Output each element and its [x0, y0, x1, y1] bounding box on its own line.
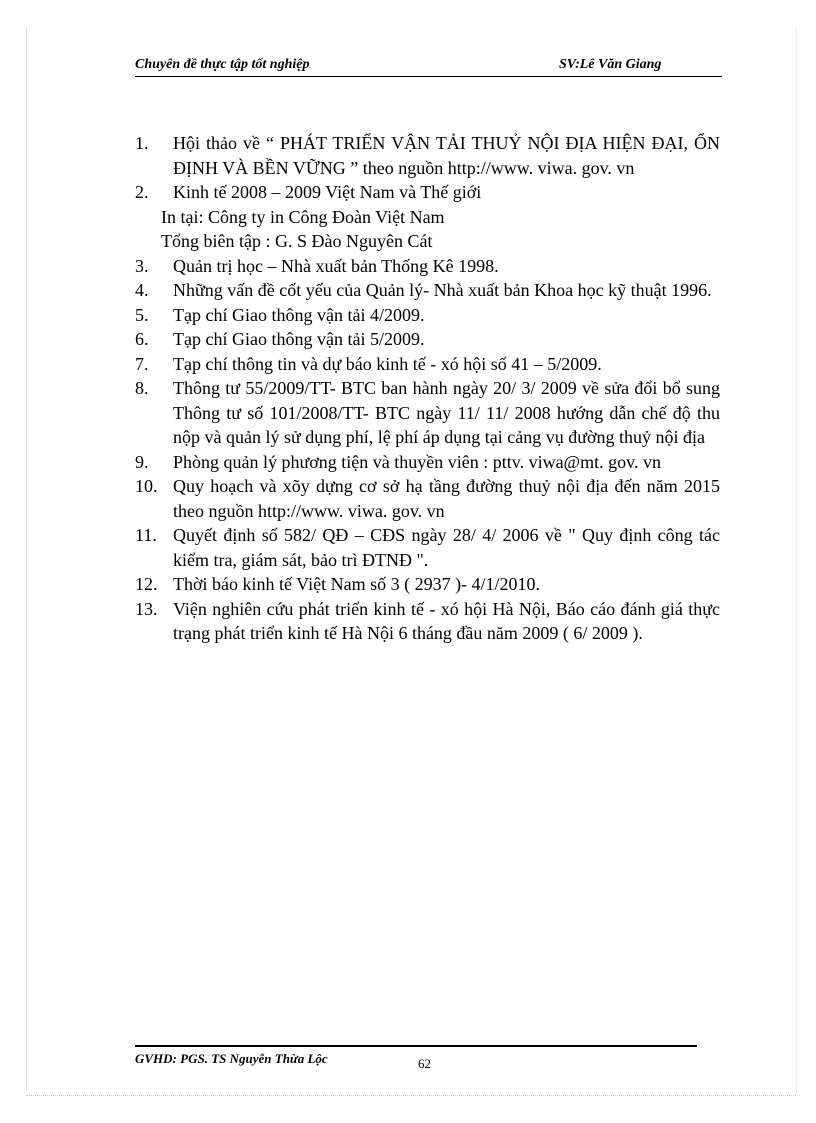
reference-text: Tạp chí Giao thông vận tải 5/2009. [173, 329, 425, 349]
page-border-right [796, 28, 797, 1094]
reference-number: 13. [135, 598, 158, 619]
header-title: Chuyên đề thực tập tốt nghiệp [135, 57, 310, 72]
reference-number: 5. [135, 304, 149, 325]
reference-text: Quyết định số 582/ QĐ – CĐS ngày 28/ 4/ 2006 về " Quy định công tác kiểm tra, giám sát, bảo trì ĐTNĐ ". [173, 525, 720, 570]
reference-text: Tạp chí thông tin và dự báo kinh tế - xó hội số 41 – 5/2009. [173, 353, 602, 374]
reference-number: 9. [135, 451, 149, 472]
reference-item [135, 352, 720, 377]
footer-rule [135, 1045, 697, 1047]
reference-text: Thông tư 55/2009/TT- BTC ban hành ngày 20/ 3/ 2009 về sửa đổi bổ sung Thông tư số 101/2008/TT- BTC ngày 11/ 11/ 2008 hướng dẫn chế độ thu nộp và quản lý sử dụng phí, lệ phí áp dụng tại cảng vụ đường thuỷ nội địa [173, 378, 720, 447]
reference-text: Viện nghiên cứu phát triển kinh tế - xó hội Hà Nội, Báo cáo đánh giá thực trạng phát triển kinh tế Hà Nội 6 tháng đầu năm 2009 ( 6/ 2009 ). [173, 598, 720, 643]
reference-number: 11. [135, 525, 157, 545]
footer-supervisor: GVHD: PGS. TS Nguyễn Thừa Lộc [135, 1051, 328, 1066]
reference-text: Kinh tế 2008 – 2009 Việt Nam và Thế giới [173, 182, 482, 202]
reference-item [135, 597, 720, 646]
reference-item [135, 303, 720, 328]
page-header [135, 56, 722, 77]
reference-item [135, 523, 720, 572]
reference-number: 8. [135, 378, 149, 398]
page-number: 62 [418, 1056, 431, 1071]
reference-number: 4. [135, 280, 149, 300]
reference-text: Thời báo kinh tế Việt Nam số 3 ( 2937 )- 4/1/2010. [173, 574, 541, 594]
reference-number: 3. [135, 255, 149, 276]
reference-subline: Tổng biên tập : G. S Đào Nguyên Cát [161, 231, 433, 251]
reference-item [135, 278, 720, 303]
reference-number: 2. [135, 182, 149, 202]
reference-text: Những vấn đề cốt yếu của Quản lý- Nhà xuất bản Khoa học kỹ thuật 1996. [173, 280, 712, 300]
reference-item [135, 327, 720, 352]
reference-item [135, 180, 720, 254]
reference-number: 12. [135, 574, 158, 594]
reference-item [135, 254, 720, 279]
reference-item [135, 474, 720, 523]
reference-subline: In tại: Công ty in Công Đoàn Việt Nam [161, 206, 445, 227]
reference-item [135, 572, 720, 597]
page-border-bottom [26, 1095, 796, 1096]
reference-text: Tạp chí Giao thông vận tải 4/2009. [173, 304, 425, 325]
reference-text: Hội thảo về “ PHÁT TRIỂN VẬN TẢI THUỶ NỘI ĐỊA HIỆN ĐẠI, ỔN ĐỊNH VÀ BỀN VỮNG ” theo nguồn http://www. viwa. gov. vn [173, 133, 720, 178]
page-border-left [26, 28, 27, 1090]
header-student: SV:Lê Văn Giang [559, 57, 662, 72]
reference-number: 10. [135, 476, 158, 496]
reference-number: 6. [135, 329, 149, 349]
reference-item [135, 450, 720, 475]
reference-text: Quản trị học – Nhà xuất bản Thống Kê 1998. [173, 255, 499, 276]
reference-text: Quy hoạch và xõy dựng cơ sở hạ tầng đường thuỷ nội địa đến năm 2015 theo nguồn http://www. viwa. gov. vn [173, 476, 720, 521]
reference-text: Phòng quản lý phương tiện và thuyền viên : pttv. viwa@mt. gov. vn [173, 451, 661, 472]
reference-item [135, 376, 720, 450]
reference-number: 7. [135, 353, 149, 374]
reference-number: 1. [135, 133, 149, 153]
reference-item [135, 131, 720, 180]
reference-list [135, 131, 720, 646]
